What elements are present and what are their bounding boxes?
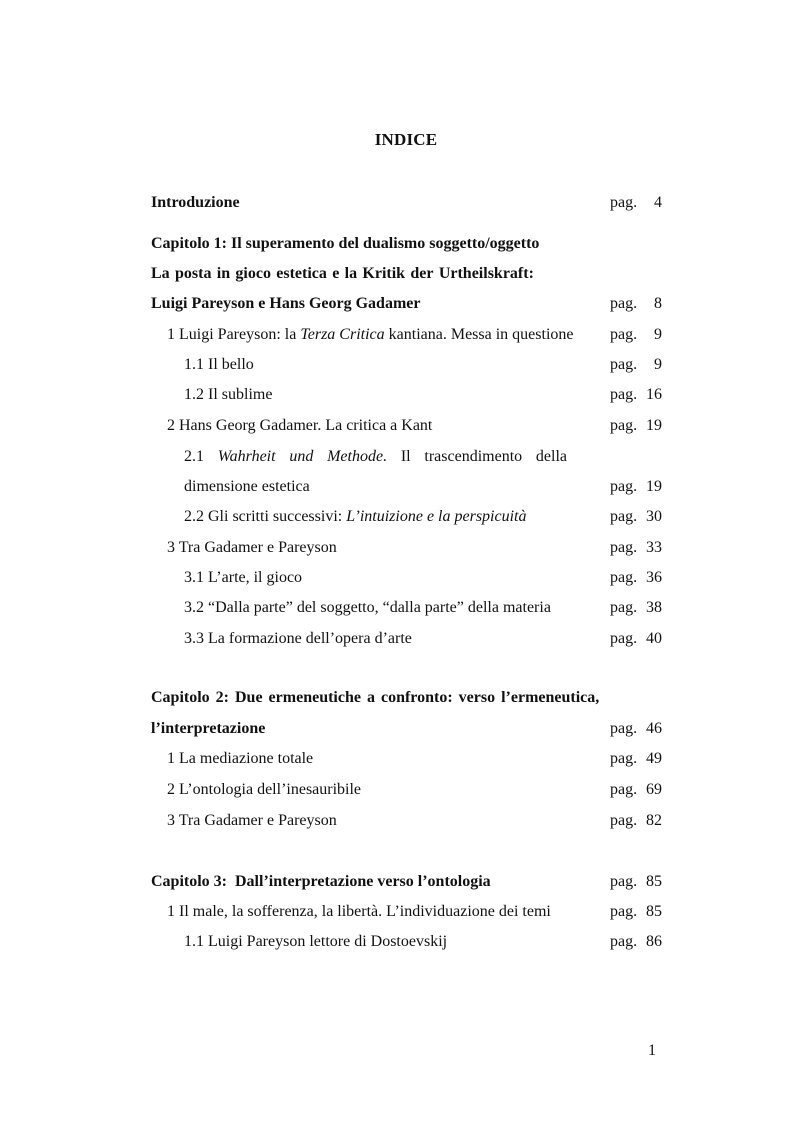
toc-entry-label: dimensione estetica	[184, 478, 310, 495]
toc-ch2-section-3[interactable]	[0, 810, 794, 832]
toc-entry-label: 3 Tra Gadamer e Pareyson	[167, 539, 337, 556]
toc-section-2-1[interactable]	[0, 446, 794, 468]
toc-entry-label: 1.1 Luigi Pareyson lettore di Dostoevskij	[184, 933, 448, 950]
toc-entry-label: 2 Hans Georg Gadamer. La critica a Kant	[167, 417, 433, 434]
toc-page-ref: pag. 85	[610, 873, 662, 890]
toc-entry-label: 3 Tra Gadamer e Pareyson	[167, 812, 337, 829]
toc-entry-label: Capitolo 2: Due ermeneutiche a confronto: verso l’ermeneutica,	[151, 689, 600, 706]
toc-ch2-section-2[interactable]	[0, 779, 794, 801]
toc-page-ref: pag. 38	[610, 599, 662, 616]
toc-section-2-2[interactable]	[0, 506, 794, 528]
page-title: INDICE	[374, 130, 438, 149]
toc-entry-label: Luigi Pareyson e Hans Georg Gadamer	[151, 295, 421, 312]
toc-page-ref: pag. 40	[610, 630, 662, 647]
toc-page-ref: pag. 9	[610, 326, 662, 343]
toc-page-ref: pag. 30	[610, 508, 662, 525]
toc-chapter-2-subtitle[interactable]	[0, 718, 794, 740]
toc-entry-label: 3.1 L’arte, il gioco	[184, 569, 303, 586]
toc-chapter-1-heading[interactable]	[0, 233, 794, 255]
toc-section-1[interactable]	[0, 324, 794, 346]
toc-entry-label: Introduzione	[151, 194, 240, 211]
toc-entry-label: Capitolo 1: Il superamento del dualismo soggetto/oggetto	[151, 235, 540, 252]
toc-chapter-3-heading[interactable]	[0, 871, 794, 893]
toc-chapter-1-subtitle[interactable]	[0, 293, 794, 315]
toc-entry-label: 2.2 Gli scritti successivi: L’intuizione e la perspicuità	[184, 508, 527, 525]
toc-ch3-section-1[interactable]	[0, 901, 794, 923]
toc-section-1-1[interactable]	[0, 354, 794, 376]
toc-entry-label: La posta in gioco estetica e la Kritik der Urtheilskraft:	[151, 265, 534, 282]
toc-entry-introduzione[interactable]	[0, 192, 794, 214]
toc-page-ref: pag. 82	[610, 812, 662, 829]
toc-page-ref: pag. 16	[610, 386, 662, 403]
toc-entry-label: 1 Il male, la sofferenza, la libertà. L’individuazione dei temi	[167, 903, 551, 920]
toc-page-ref: pag. 46	[610, 720, 662, 737]
toc-page-ref: pag. 9	[610, 356, 662, 373]
toc-page-ref: pag. 86	[610, 933, 662, 950]
toc-entry-label: 1.2 Il sublime	[184, 386, 273, 403]
toc-page-ref: pag. 19	[610, 478, 662, 495]
toc-entry-label: 3.2 “Dalla parte” del soggetto, “dalla parte” della materia	[184, 599, 551, 616]
toc-chapter-2-heading[interactable]	[0, 687, 794, 709]
toc-ch3-section-1-1[interactable]	[0, 931, 794, 953]
toc-page-ref: pag. 49	[610, 750, 662, 767]
toc-section-2[interactable]	[0, 415, 794, 437]
toc-page-ref: pag. 8	[610, 295, 662, 312]
toc-section-3-2[interactable]	[0, 597, 794, 619]
page-number: 1	[648, 1042, 656, 1059]
toc-page-ref: pag. 85	[610, 903, 662, 920]
toc-entry-label: 1 Luigi Pareyson: la Terza Critica kantiana. Messa in questione	[167, 326, 574, 343]
toc-page-ref: pag. 36	[610, 569, 662, 586]
toc-entry-label: 1 La mediazione totale	[167, 750, 314, 767]
toc-entry-label: 3.3 La formazione dell’opera d’arte	[184, 630, 412, 647]
toc-section-2-1-cont[interactable]	[0, 476, 794, 498]
toc-page-ref: pag. 19	[610, 417, 662, 434]
toc-entry-label: 2.1 Wahrheit und Methode. Il trascendimento della	[184, 448, 567, 465]
toc-entry-label: 2 L’ontologia dell’inesauribile	[167, 781, 362, 798]
toc-ch2-section-1[interactable]	[0, 748, 794, 770]
toc-page-ref: pag. 4	[610, 194, 662, 211]
toc-section-3-1[interactable]	[0, 567, 794, 589]
toc-section-3-3[interactable]	[0, 628, 794, 650]
toc-entry-label: l’interpretazione	[151, 720, 266, 737]
toc-chapter-1-heading-cont[interactable]	[0, 263, 794, 285]
toc-entry-label: 1.1 Il bello	[184, 356, 254, 373]
toc-page-ref: pag. 33	[610, 539, 662, 556]
toc-page-ref: pag. 69	[610, 781, 662, 798]
toc-section-3[interactable]	[0, 537, 794, 559]
toc-entry-label: Capitolo 3: Dall’interpretazione verso l’ontologia	[151, 873, 491, 890]
toc-section-1-2[interactable]	[0, 384, 794, 406]
